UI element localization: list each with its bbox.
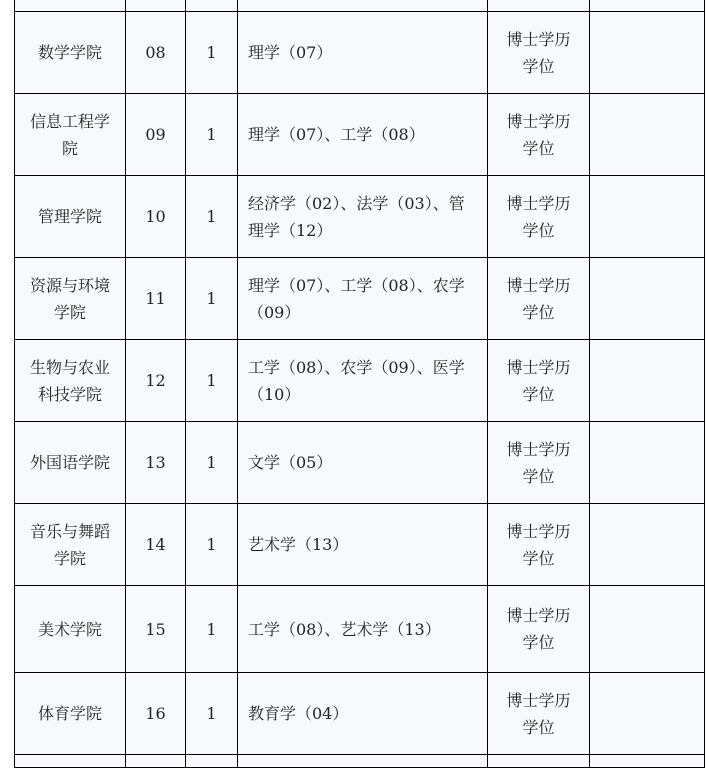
count-cell: 1 [186,176,238,258]
recruitment-table [14,0,705,768]
college-cell: 美术学院 [15,586,126,673]
code-cell: 14 [126,504,186,586]
degree-cell: 博士学历学位 [488,340,590,422]
college-cell: 管理学院 [15,176,126,258]
remark-cell [590,94,705,176]
table-row [15,176,705,258]
remark-cell [590,340,705,422]
degree-cell: 博士学历学位 [488,12,590,94]
code-cell: 16 [126,673,186,755]
degree-cell: 博士学历学位 [488,586,590,673]
code-cell: 11 [126,258,186,340]
remark-cell [590,176,705,258]
remark-cell [590,504,705,586]
table-cell [488,755,590,768]
count-cell: 1 [186,340,238,422]
count-cell: 1 [186,12,238,94]
major-cell: 经济学（02）、法学（03）、管理学（12） [238,176,488,258]
table-cell [238,0,488,12]
remark-cell [590,422,705,504]
code-cell: 09 [126,94,186,176]
table-cell [238,755,488,768]
college-cell: 资源与环境学院 [15,258,126,340]
major-cell: 文学（05） [238,422,488,504]
table-cell [126,755,186,768]
count-cell: 1 [186,673,238,755]
table-row [15,340,705,422]
code-cell: 13 [126,422,186,504]
table-cell [15,0,126,12]
table-cell [186,0,238,12]
remark-cell [590,586,705,673]
count-cell: 1 [186,586,238,673]
table-row-cutoff [15,0,705,12]
degree-cell: 博士学历学位 [488,94,590,176]
table-row-cutoff [15,755,705,768]
college-cell: 数学学院 [15,12,126,94]
table-cell [590,755,705,768]
table-row [15,258,705,340]
degree-cell: 博士学历学位 [488,673,590,755]
table-row [15,422,705,504]
college-cell: 体育学院 [15,673,126,755]
remark-cell [590,12,705,94]
table-cell [590,0,705,12]
table-row [15,94,705,176]
code-cell: 15 [126,586,186,673]
code-cell: 10 [126,176,186,258]
degree-cell: 博士学历学位 [488,504,590,586]
college-cell: 生物与农业科技学院 [15,340,126,422]
major-cell: 工学（08）、农学（09）、医学（10） [238,340,488,422]
count-cell: 1 [186,422,238,504]
count-cell: 1 [186,258,238,340]
major-cell: 艺术学（13） [238,504,488,586]
major-cell: 理学（07）、工学（08） [238,94,488,176]
remark-cell [590,673,705,755]
college-cell: 音乐与舞蹈学院 [15,504,126,586]
table-row [15,12,705,94]
count-cell: 1 [186,94,238,176]
code-cell: 12 [126,340,186,422]
major-cell: 理学（07） [238,12,488,94]
table-cell [186,755,238,768]
major-cell: 工学（08）、艺术学（13） [238,586,488,673]
major-cell: 教育学（04） [238,673,488,755]
degree-cell: 博士学历学位 [488,176,590,258]
degree-cell: 博士学历学位 [488,422,590,504]
code-cell: 08 [126,12,186,94]
college-cell: 外国语学院 [15,422,126,504]
table-cell [488,0,590,12]
degree-cell: 博士学历学位 [488,258,590,340]
table-cell [126,0,186,12]
table-row [15,504,705,586]
count-cell: 1 [186,504,238,586]
table-cell [15,755,126,768]
remark-cell [590,258,705,340]
table-row [15,586,705,673]
college-cell: 信息工程学院 [15,94,126,176]
major-cell: 理学（07）、工学（08）、农学（09） [238,258,488,340]
table-row [15,673,705,755]
